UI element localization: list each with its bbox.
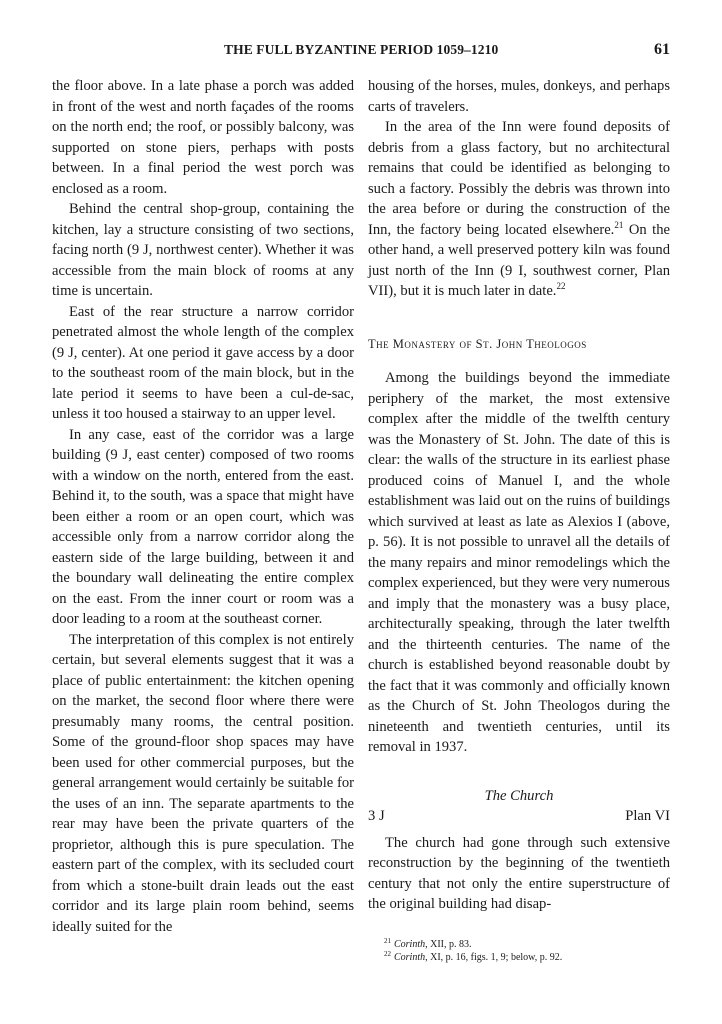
footnote-number: 21 [384,936,391,945]
paragraph: In any case, east of the corridor was a large building (9 J, east center) composed of two rooms with a window on the north, entered from the east. Behind it, to the south, was a space that might have been either a room or an open court, which was accessible only from a narrow corridor along the eastern side of the large building, between it and the boundary wall delineating the entire complex on the east. From the inner court or room was a door leading to a room at the southeast corner. [52,426,354,627]
paragraph: housing of the horses, mules, donkeys, and perhaps carts of travelers. [368,78,670,115]
running-head [52,42,670,62]
paragraph-text: In the area of the Inn were found deposits of debris from a glass factory, but no architectural remains that could be identified as belonging to such a factory. Possibly the debris was thrown into the area before or during the construction of the Inn, the factory being located elsewhere. [368,119,670,238]
paragraph: The church had gone through such extensive reconstruction by the beginning of the twentieth century that not only the entire superstructure of the original building had disap- [368,834,670,912]
footnote-work: Corinth [394,952,426,963]
left-column [52,76,354,937]
section-heading: The Monastery of St. John Theologos [368,336,587,351]
page-number: 61 [654,41,670,58]
paragraph: Among the buildings beyond the immediate periphery of the market, the most extensive complex after the middle of the twelfth century was the Monastery of St. John. The date of this is clear: the walls of the structure in its earliest phase produced coins of Manuel I, and the whole establishment was laid out on the ruins of buildings which survived at least as late as Alexios I (above, p. 56). It is not possible to unravel all the details of the many repairs and minor remodelings which the complex experienced, but they were very numerous and imply that the monastery was a busy place, architecturally speaking, through the later twelfth and the thirteenth centuries. The name of the church is established beyond reasonable doubt by the fact that it was commonly and officially known as the Church of St. John Theologos during the nineteenth and twentieth centuries, until its removal in 1937. [368,370,670,755]
paragraph [368,117,670,302]
footnote-work: Corinth [394,939,426,950]
footnote-ref[interactable]: 21 [614,219,624,230]
paragraph-text: On the other hand, a well preserved pottery kiln was found just north of the Inn (9 I, southwest corner, Plan VII), but it is much later in date. [368,221,670,299]
running-head-title: THE FULL BYZANTINE PERIOD 1059–1210 [224,42,499,57]
plan-reference: Plan VI [625,808,670,824]
location-line [368,806,670,827]
footnote-text: , XII, p. 83. [425,939,472,950]
footnotes [384,938,674,964]
paragraph: the floor above. In a late phase a porch was added in front of the west and north façades of the rooms on the north end; the roof, or possibly balcony, was supported on stone piers, perhaps with posts between. In a final period the west porch was enclosed as a room. [52,78,354,197]
paragraph: Behind the central shop-group, containing the kitchen, lay a structure consisting of two sections, facing north (9 J, northwest center). Whether it was accessible from the main block of rooms at any time is uncertain. [52,201,354,299]
footnote-ref[interactable]: 22 [556,281,566,292]
grid-location: 3 J [368,808,385,824]
footnote [384,938,674,951]
paragraph: East of the rear structure a narrow corridor penetrated almost the whole length of the complex (9 J, center). At one period it gave access by a door to the southeast room of the main block, but in the late period it seems to have been a cul-de-sac, unless it too housed a stairway to an upper level. [52,303,354,422]
footnote [384,951,674,964]
footnote-number: 22 [384,949,391,958]
footnote-text: , XI, p. 16, figs. 1, 9; below, p. 92. [425,952,563,963]
paragraph: The interpretation of this complex is not entirely certain, but several elements suggest that it was a place of public entertainment: the kitchen opening on the market, the second floor where there were presumably many rooms, the central position. Some of the ground-floor shop spaces may have been used for other commercial purposes, but the general arrangement would certainly be suitable for the uses of an inn. The separate apartments to the rear may have been the private quarters of the proprietor, although this is pure speculation. The eastern part of the complex, with its secluded court from which a stone-built drain leads out the east corridor and its large plain room behind, seems ideally suited for the [52,631,354,935]
subsection-heading: The Church [484,787,554,804]
right-column [368,76,670,915]
